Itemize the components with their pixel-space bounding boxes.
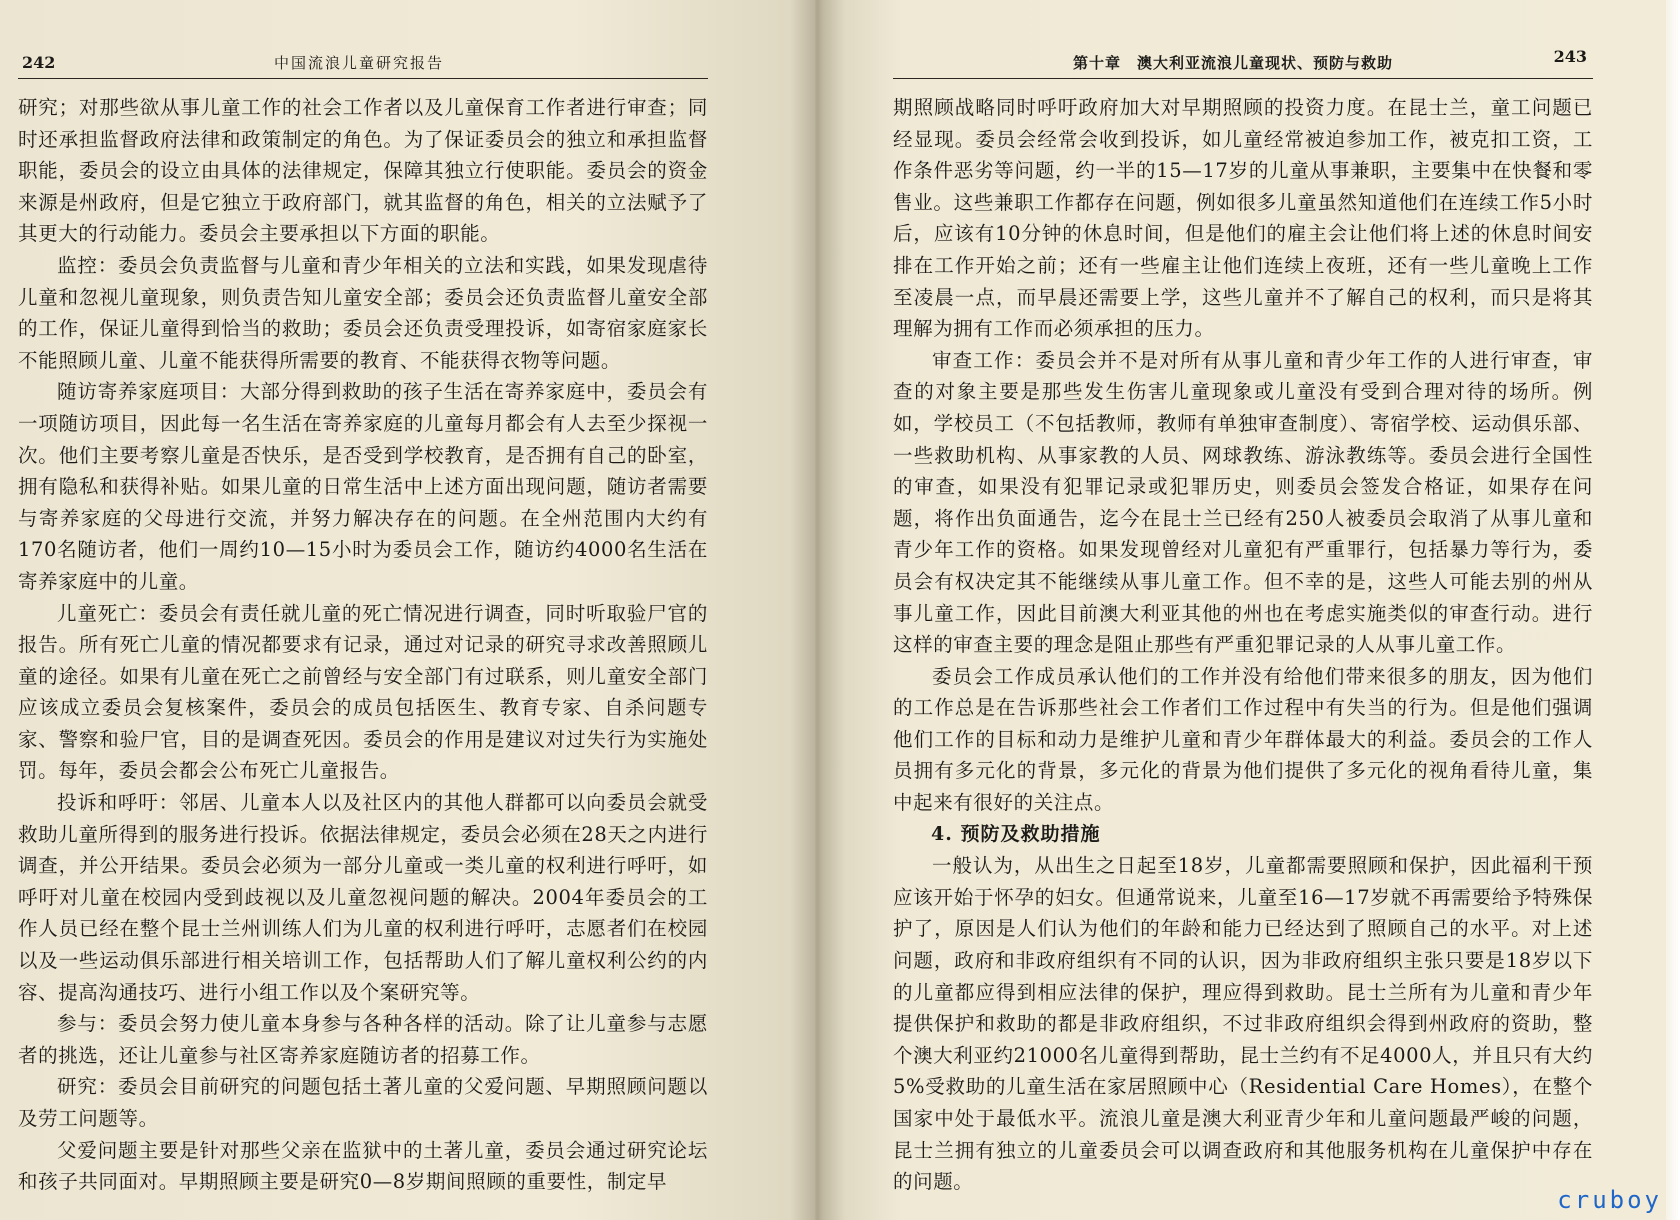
page-edge [1666,0,1680,1220]
section-heading: 4. 预防及救助措施 [931,822,1101,845]
left-page [0,0,815,1220]
paragraph: 父爱问题主要是针对那些父亲在监狱中的土著儿童，委员会通过研究论坛和孩子共同面对。早期照顾主要是研究0—8岁期间照顾的重要性，制定早 [18,1138,708,1194]
left-page-header [18,48,708,79]
paragraph: 监控：委员会负责监督与儿童和青少年相关的立法和实践，如果发现虐待儿童和忽视儿童现象，则负责告知儿童安全部；委员会还负责监督儿童安全部的工作，保证儿童得到恰当的救助；委员会还负责受理投诉，如寄宿家庭家长不能照顾儿童、儿童不能获得所需要的教育、不能获得衣物等问题。 [18,253,708,372]
page-number: 242 [22,53,56,72]
paragraph: 参与：委员会努力使儿童本身参与各种各样的活动。除了让儿童参与志愿者的挑选，还让儿童参与社区寄养家庭随访者的招募工作。 [18,1012,708,1067]
right-page [815,0,1680,1220]
running-title: 中国流浪儿童研究报告 [274,54,445,72]
paragraph: 一般认为，从出生之日起至18岁，儿童都需要照顾和保护，因此福利干预应该开始于怀孕的妇女。但通常说来，儿童至16—17岁就不再需要给予特殊保护了，原因是人们认为他们的年龄和能力已经达到了照顾自己的水平。对上述问题，政府和非政府组织有不同的认识，因为非政府组织主张只要是18岁以下的儿童都应得到相应法律的保护，理应得到救助。昆士兰所有为儿童和青少年提供保护和救助的都是非政府组织，不过非政府组织会得到州政府的资助，整个澳大利亚约21000名儿童得到帮助，昆士兰约有不足4000人，并且只有大约5%受救助的儿童生活在家居照顾中心（Residential Care Homes），在整个国家中处于最低水平。流浪儿童是澳大利亚青少年和儿童问题最严峻的问题，昆士兰拥有独立的儿童委员会可以调查政府和其他服务机构在儿童保护中存在的问题。 [893,854,1593,1194]
chapter-running-title: 第十章 澳大利亚流浪儿童现状、预防与救助 [1073,54,1394,72]
paragraph: 期照顾战略同时呼吁政府加大对早期照顾的投资力度。在昆士兰，童工问题已经显现。委员会经常会收到投诉，如儿童经常被迫参加工作，被克扣工资，工作条件恶劣等问题，约一半的15—17岁的儿童从事兼职，主要集中在快餐和零售业。这些兼职工作都存在问题，例如很多儿童虽然知道他们在连续工作5小时后，应该有10分钟的休息时间，但是他们的雇主会让他们将上述的休息时间安排在工作开始之前；还有一些雇主让他们连续上夜班，还有一些儿童晚上工作至凌晨一点，而早晨还需要上学，这些儿童并不了解自己的权利，而只是将其理解为拥有工作而必须承担的压力。 [893,96,1593,341]
right-page-body [893,92,1593,1198]
paragraph: 审查工作：委员会并不是对所有从事儿童和青少年工作的人进行审查，审查的对象主要是那些发生伤害儿童现象或儿童没有受到合理对待的场所。例如，学校员工（不包括教师，教师有单独审查制度）、寄宿学校、运动俱乐部、一些救助机构、从事家教的人员、网球教练、游泳教练等。委员会进行全国性的审查，如果没有犯罪记录或犯罪历史，则委员会签发合格证，如果存在问题，将作出负面通告，迄今在昆士兰已经有250人被委员会取消了从事儿童和青少年工作的资格。如果发现曾经对儿童犯有严重罪行，包括暴力等行为，委员会有权决定其不能继续从事儿童工作。但不幸的是，这些人可能去别的州从事儿童工作，因此目前澳大利亚其他的州也在考虑实施类似的审查行动。进行这样的审查主要的理念是阻止那些有严重犯罪记录的人从事儿童工作。 [893,348,1593,657]
paragraph: 委员会工作成员承认他们的工作并没有给他们带来很多的朋友，因为他们的工作总是在告诉那些社会工作者们工作过程中有失当的行为。但是他们强调他们工作的目标和动力是维护儿童和青少年群体最大的利益。委员会的工作人员拥有多元化的背景，多元化的背景为他们提供了多元化的视角看待儿童，集中起来有很好的关注点。 [893,664,1593,815]
page-number: 243 [1553,47,1587,66]
paragraph: 研究：委员会目前研究的问题包括土著儿童的父爱问题、早期照顾问题以及劳工问题等。 [18,1075,708,1130]
paragraph: 投诉和呼吁：邻居、儿童本人以及社区内的其他人群都可以向委员会就受救助儿童所得到的服务进行投诉。依据法律规定，委员会必须在28天之内进行调查，并公开结果。委员会必须为一部分儿童或一类儿童的权利进行呼吁，如呼吁对儿童在校园内受到歧视以及儿童忽视问题的解决。2004年委员会的工作人员已经在整个昆士兰州训练人们为儿童的权利进行呼吁，志愿者们在校园以及一些运动俱乐部进行相关培训工作，包括帮助人们了解儿童权利公约的内容、提高沟通技巧、进行小组工作以及个案研究等。 [18,791,708,1004]
right-page-header [893,48,1593,79]
watermark-text: cruboy [1557,1186,1662,1214]
paragraph: 研究；对那些欲从事儿童工作的社会工作者以及儿童保育工作者进行审查；同时还承担监督政府法律和政策制定的角色。为了保证委员会的独立和承担监督职能，委员会的设立由具体的法律规定，保障其独立行使职能。委员会的资金来源是州政府，但是它独立于政府部门，就其监督的角色，相关的立法赋予了其更大的行动能力。委员会主要承担以下方面的职能。 [18,96,708,246]
paragraph: 儿童死亡：委员会有责任就儿童的死亡情况进行调查，同时听取验尸官的报告。所有死亡儿童的情况都要求有记录，通过对记录的研究寻求改善照顾儿童的途径。如果有儿童在死亡之前曾经与安全部门有过联系，则儿童安全部门应该成立委员会复核案件，委员会的成员包括医生、教育专家、自杀问题专家、警察和验尸官，目的是调查死因。委员会的作用是建议对过失行为实施处罚。每年，委员会都会公布死亡儿童报告。 [18,601,708,783]
left-page-body [18,92,708,1198]
paragraph: 随访寄养家庭项目：大部分得到救助的孩子生活在寄养家庭中，委员会有一项随访项目，因此每一名生活在寄养家庭的儿童每月都会有人去至少探视一次。他们主要考察儿童是否快乐，是否受到学校教育，是否拥有自己的卧室，拥有隐私和获得补贴。如果儿童的日常生活中上述方面出现问题，随访者需要与寄养家庭的父母进行交流，并努力解决存在的问题。在全州范围内大约有170名随访者，他们一周约10—15小时为委员会工作，随访约4000名生活在寄养家庭中的儿童。 [18,380,708,593]
